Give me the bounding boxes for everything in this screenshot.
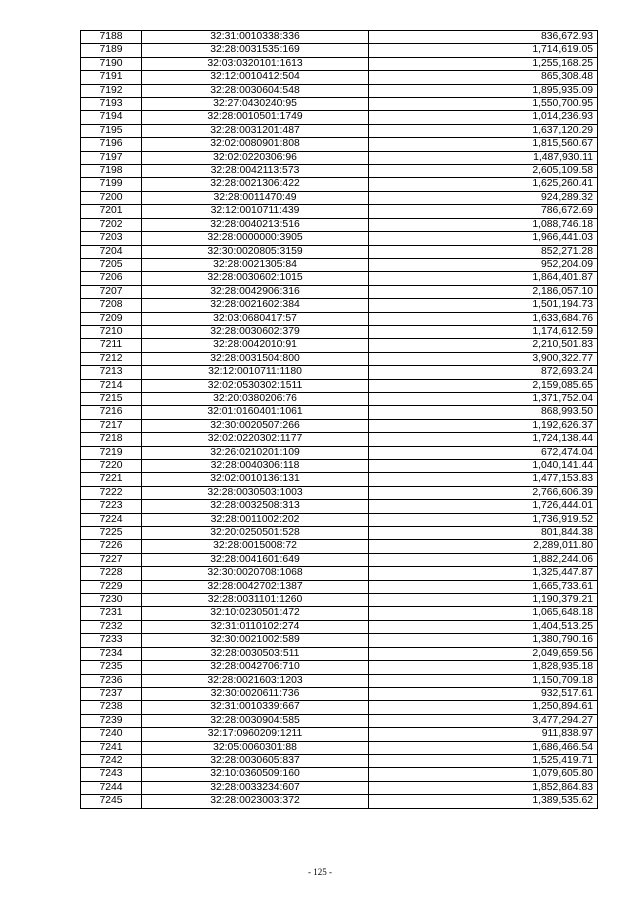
table-row (81, 84, 598, 97)
row-number-cell: 7205 (81, 258, 142, 271)
row-number-cell: 7238 (81, 701, 142, 714)
row-number-cell: 7193 (81, 98, 142, 111)
amount-cell: 911,838.97 (369, 728, 598, 741)
row-number-cell: 7213 (81, 366, 142, 379)
amount-cell: 872,693.24 (369, 366, 598, 379)
cadastral-number-cell: 32:01:0160401:1061 (142, 406, 369, 419)
row-number-cell: 7190 (81, 57, 142, 70)
table-row (81, 258, 598, 271)
row-number-cell: 7201 (81, 205, 142, 218)
table-row (81, 71, 598, 84)
table-row (81, 714, 598, 727)
table-row (81, 325, 598, 338)
row-number-cell: 7232 (81, 620, 142, 633)
cadastral-number-cell: 32:31:0010339:667 (142, 701, 369, 714)
cadastral-number-cell: 32:28:0040306:118 (142, 460, 369, 473)
table-row (81, 473, 598, 486)
amount-cell: 2,605,109.58 (369, 165, 598, 178)
table-row (81, 500, 598, 513)
row-number-cell: 7224 (81, 513, 142, 526)
cadastral-number-cell: 32:28:0042706:710 (142, 661, 369, 674)
amount-cell: 1,250,894.61 (369, 701, 598, 714)
cadastral-number-cell: 32:30:0020611:736 (142, 687, 369, 700)
row-number-cell: 7236 (81, 674, 142, 687)
amount-cell: 1,625,260.41 (369, 178, 598, 191)
table-row (81, 580, 598, 593)
table-row (81, 513, 598, 526)
table-row (81, 795, 598, 808)
amount-cell: 1,864,401.87 (369, 272, 598, 285)
amount-cell: 1,550,700.95 (369, 98, 598, 111)
amount-cell: 932,517.61 (369, 687, 598, 700)
row-number-cell: 7226 (81, 540, 142, 553)
cadastral-number-cell: 32:28:0023003:372 (142, 795, 369, 808)
amount-cell: 852,271.28 (369, 245, 598, 258)
cadastral-number-cell: 32:03:0680417:57 (142, 312, 369, 325)
table-row (81, 379, 598, 392)
row-number-cell: 7195 (81, 124, 142, 137)
amount-cell: 1,633,684.76 (369, 312, 598, 325)
amount-cell: 1,724,138.44 (369, 433, 598, 446)
table-row (81, 754, 598, 767)
cadastral-number-cell: 32:28:0031201:487 (142, 124, 369, 137)
row-number-cell: 7192 (81, 84, 142, 97)
amount-cell: 1,525,419.71 (369, 754, 598, 767)
row-number-cell: 7241 (81, 741, 142, 754)
amount-cell: 924,289.32 (369, 191, 598, 204)
row-number-cell: 7234 (81, 647, 142, 660)
row-number-cell: 7216 (81, 406, 142, 419)
amount-cell: 1,371,752.04 (369, 392, 598, 405)
row-number-cell: 7210 (81, 325, 142, 338)
cadastral-number-cell: 32:05:0060301:88 (142, 741, 369, 754)
row-number-cell: 7229 (81, 580, 142, 593)
table-row (81, 446, 598, 459)
cadastral-number-cell: 32:02:0220306:96 (142, 151, 369, 164)
table-row (81, 460, 598, 473)
cadastral-number-cell: 32:28:0011002:202 (142, 513, 369, 526)
cadastral-number-cell: 32:28:0041601:649 (142, 553, 369, 566)
table-row (81, 392, 598, 405)
table-row (81, 527, 598, 540)
cadastral-number-cell: 32:20:0250501:528 (142, 527, 369, 540)
row-number-cell: 7211 (81, 339, 142, 352)
page-number: - 125 - (308, 867, 332, 877)
cadastral-number-cell: 32:28:0031101:1260 (142, 594, 369, 607)
amount-cell: 868,993.50 (369, 406, 598, 419)
cadastral-number-cell: 32:26:0210201:109 (142, 446, 369, 459)
cadastral-number-cell: 32:30:0020507:266 (142, 419, 369, 432)
table-row (81, 218, 598, 231)
amount-cell: 1,014,236.93 (369, 111, 598, 124)
amount-cell: 1,088,746.18 (369, 218, 598, 231)
cadastral-number-cell: 32:20:0380206:76 (142, 392, 369, 405)
amount-cell: 1,714,619.05 (369, 44, 598, 57)
cadastral-number-cell: 32:28:0010501:1749 (142, 111, 369, 124)
cadastral-number-cell: 32:28:0032508:313 (142, 500, 369, 513)
row-number-cell: 7239 (81, 714, 142, 727)
amount-cell: 786,672.69 (369, 205, 598, 218)
table-row (81, 312, 598, 325)
amount-cell: 1,487,930.11 (369, 151, 598, 164)
table-row (81, 165, 598, 178)
row-number-cell: 7194 (81, 111, 142, 124)
row-number-cell: 7223 (81, 500, 142, 513)
row-number-cell: 7222 (81, 486, 142, 499)
amount-cell: 1,040,141.44 (369, 460, 598, 473)
amount-cell: 836,672.93 (369, 31, 598, 44)
amount-cell: 1,736,919.52 (369, 513, 598, 526)
table-row (81, 634, 598, 647)
row-number-cell: 7231 (81, 607, 142, 620)
table-row (81, 285, 598, 298)
cadastral-number-cell: 32:12:0010412:504 (142, 71, 369, 84)
row-number-cell: 7206 (81, 272, 142, 285)
cadastral-number-cell: 32:28:0030503:1003 (142, 486, 369, 499)
amount-cell: 1,882,244.06 (369, 553, 598, 566)
table-row (81, 419, 598, 432)
amount-cell: 1,665,733.61 (369, 580, 598, 593)
cadastral-number-cell: 32:28:0015008:72 (142, 540, 369, 553)
table-row (81, 191, 598, 204)
table-row (81, 124, 598, 137)
table-row (81, 138, 598, 151)
table-row (81, 178, 598, 191)
row-number-cell: 7188 (81, 31, 142, 44)
amount-cell: 865,308.48 (369, 71, 598, 84)
cadastral-number-cell: 32:28:0021602:384 (142, 299, 369, 312)
table-row (81, 768, 598, 781)
row-number-cell: 7245 (81, 795, 142, 808)
row-number-cell: 7207 (81, 285, 142, 298)
cadastral-number-cell: 32:17:0960209:1211 (142, 728, 369, 741)
table-row (81, 701, 598, 714)
cadastral-number-cell: 32:10:0360509:160 (142, 768, 369, 781)
cadastral-number-cell: 32:28:0021603:1203 (142, 674, 369, 687)
cadastral-number-cell: 32:31:0010338:336 (142, 31, 369, 44)
amount-cell: 1,190,379.21 (369, 594, 598, 607)
cadastral-number-cell: 32:28:0042906:316 (142, 285, 369, 298)
amount-cell: 672,474.04 (369, 446, 598, 459)
table-row (81, 687, 598, 700)
table-row (81, 299, 598, 312)
row-number-cell: 7200 (81, 191, 142, 204)
row-number-cell: 7244 (81, 781, 142, 794)
amount-cell: 1,895,935.09 (369, 84, 598, 97)
row-number-cell: 7191 (81, 71, 142, 84)
table-row (81, 741, 598, 754)
table-row (81, 57, 598, 70)
row-number-cell: 7217 (81, 419, 142, 432)
cadastral-number-cell: 32:28:0031535:169 (142, 44, 369, 57)
amount-cell: 2,766,606.39 (369, 486, 598, 499)
cadastral-number-cell: 32:28:0030602:379 (142, 325, 369, 338)
row-number-cell: 7230 (81, 594, 142, 607)
records-table (80, 30, 598, 809)
cadastral-number-cell: 32:28:0040213:516 (142, 218, 369, 231)
amount-cell: 1,255,168.25 (369, 57, 598, 70)
cadastral-number-cell: 32:02:0530302:1511 (142, 379, 369, 392)
amount-cell: 952,204.09 (369, 258, 598, 271)
cadastral-number-cell: 32:28:0030904:585 (142, 714, 369, 727)
cadastral-number-cell: 32:27:0430240:95 (142, 98, 369, 111)
amount-cell: 3,477,294.27 (369, 714, 598, 727)
table-row (81, 111, 598, 124)
row-number-cell: 7209 (81, 312, 142, 325)
row-number-cell: 7196 (81, 138, 142, 151)
row-number-cell: 7215 (81, 392, 142, 405)
cadastral-number-cell: 32:28:0030503:511 (142, 647, 369, 660)
table-row (81, 31, 598, 44)
table-row (81, 98, 598, 111)
table-row (81, 728, 598, 741)
amount-cell: 1,501,194.73 (369, 299, 598, 312)
row-number-cell: 7203 (81, 232, 142, 245)
row-number-cell: 7220 (81, 460, 142, 473)
amount-cell: 1,174,612.59 (369, 325, 598, 338)
amount-cell: 1,726,444.01 (369, 500, 598, 513)
table-row (81, 567, 598, 580)
row-number-cell: 7225 (81, 527, 142, 540)
amount-cell: 2,049,659.56 (369, 647, 598, 660)
table-row (81, 607, 598, 620)
amount-cell: 1,637,120.29 (369, 124, 598, 137)
row-number-cell: 7197 (81, 151, 142, 164)
records-table-body (81, 31, 598, 809)
row-number-cell: 7221 (81, 473, 142, 486)
row-number-cell: 7208 (81, 299, 142, 312)
table-row (81, 339, 598, 352)
table-row (81, 151, 598, 164)
table-row (81, 781, 598, 794)
table-row (81, 433, 598, 446)
table-row (81, 594, 598, 607)
amount-cell: 1,150,709.18 (369, 674, 598, 687)
row-number-cell: 7202 (81, 218, 142, 231)
table-row (81, 406, 598, 419)
row-number-cell: 7204 (81, 245, 142, 258)
cadastral-number-cell: 32:28:0042702:1387 (142, 580, 369, 593)
cadastral-number-cell: 32:31:0110102:274 (142, 620, 369, 633)
row-number-cell: 7242 (81, 754, 142, 767)
cadastral-number-cell: 32:28:0033234:607 (142, 781, 369, 794)
cadastral-number-cell: 32:30:0020805:3159 (142, 245, 369, 258)
table-row (81, 205, 598, 218)
cadastral-number-cell: 32:30:0021002:589 (142, 634, 369, 647)
row-number-cell: 7235 (81, 661, 142, 674)
cadastral-number-cell: 32:02:0220302:1177 (142, 433, 369, 446)
cadastral-number-cell: 32:28:0031504:800 (142, 352, 369, 365)
table-row (81, 553, 598, 566)
row-number-cell: 7219 (81, 446, 142, 459)
cadastral-number-cell: 32:28:0011470:49 (142, 191, 369, 204)
table-row (81, 272, 598, 285)
cadastral-number-cell: 32:28:0021305:84 (142, 258, 369, 271)
row-number-cell: 7243 (81, 768, 142, 781)
row-number-cell: 7233 (81, 634, 142, 647)
row-number-cell: 7237 (81, 687, 142, 700)
table-row (81, 674, 598, 687)
cadastral-number-cell: 32:12:0010711:439 (142, 205, 369, 218)
amount-cell: 2,159,085.65 (369, 379, 598, 392)
row-number-cell: 7228 (81, 567, 142, 580)
cadastral-number-cell: 32:28:0042010:91 (142, 339, 369, 352)
cadastral-number-cell: 32:10:0230501:472 (142, 607, 369, 620)
table-row (81, 540, 598, 553)
cadastral-number-cell: 32:28:0030602:1015 (142, 272, 369, 285)
table-row (81, 661, 598, 674)
cadastral-number-cell: 32:28:0030604:548 (142, 84, 369, 97)
cadastral-number-cell: 32:28:0000000:3905 (142, 232, 369, 245)
cadastral-number-cell: 32:03:0320101:1613 (142, 57, 369, 70)
amount-cell: 1,686,466.54 (369, 741, 598, 754)
amount-cell: 1,477,153.83 (369, 473, 598, 486)
cadastral-number-cell: 32:12:0010711:1180 (142, 366, 369, 379)
cadastral-number-cell: 32:02:0080901:808 (142, 138, 369, 151)
cadastral-number-cell: 32:30:0020708:1068 (142, 567, 369, 580)
table-row (81, 647, 598, 660)
table-row (81, 486, 598, 499)
row-number-cell: 7218 (81, 433, 142, 446)
row-number-cell: 7189 (81, 44, 142, 57)
amount-cell: 1,325,447.87 (369, 567, 598, 580)
row-number-cell: 7240 (81, 728, 142, 741)
table-row (81, 245, 598, 258)
row-number-cell: 7198 (81, 165, 142, 178)
cadastral-number-cell: 32:28:0030605:837 (142, 754, 369, 767)
table-row (81, 44, 598, 57)
amount-cell: 801,844.38 (369, 527, 598, 540)
amount-cell: 1,966,441.03 (369, 232, 598, 245)
amount-cell: 2,186,057.10 (369, 285, 598, 298)
table-row (81, 366, 598, 379)
cadastral-number-cell: 32:28:0021306:422 (142, 178, 369, 191)
cadastral-number-cell: 32:28:0042113:573 (142, 165, 369, 178)
table-row (81, 232, 598, 245)
row-number-cell: 7214 (81, 379, 142, 392)
amount-cell: 1,815,560.67 (369, 138, 598, 151)
amount-cell: 1,380,790.16 (369, 634, 598, 647)
row-number-cell: 7212 (81, 352, 142, 365)
amount-cell: 2,289,011.80 (369, 540, 598, 553)
table-row (81, 352, 598, 365)
amount-cell: 1,065,648.18 (369, 607, 598, 620)
amount-cell: 3,900,322.77 (369, 352, 598, 365)
row-number-cell: 7227 (81, 553, 142, 566)
amount-cell: 1,404,513.25 (369, 620, 598, 633)
row-number-cell: 7199 (81, 178, 142, 191)
amount-cell: 1,828,935.18 (369, 661, 598, 674)
table-row (81, 620, 598, 633)
amount-cell: 1,079,605.80 (369, 768, 598, 781)
amount-cell: 1,192,626.37 (369, 419, 598, 432)
amount-cell: 1,389,535.62 (369, 795, 598, 808)
cadastral-number-cell: 32:02:0010136:131 (142, 473, 369, 486)
amount-cell: 2,210,501.83 (369, 339, 598, 352)
amount-cell: 1,852,864.83 (369, 781, 598, 794)
